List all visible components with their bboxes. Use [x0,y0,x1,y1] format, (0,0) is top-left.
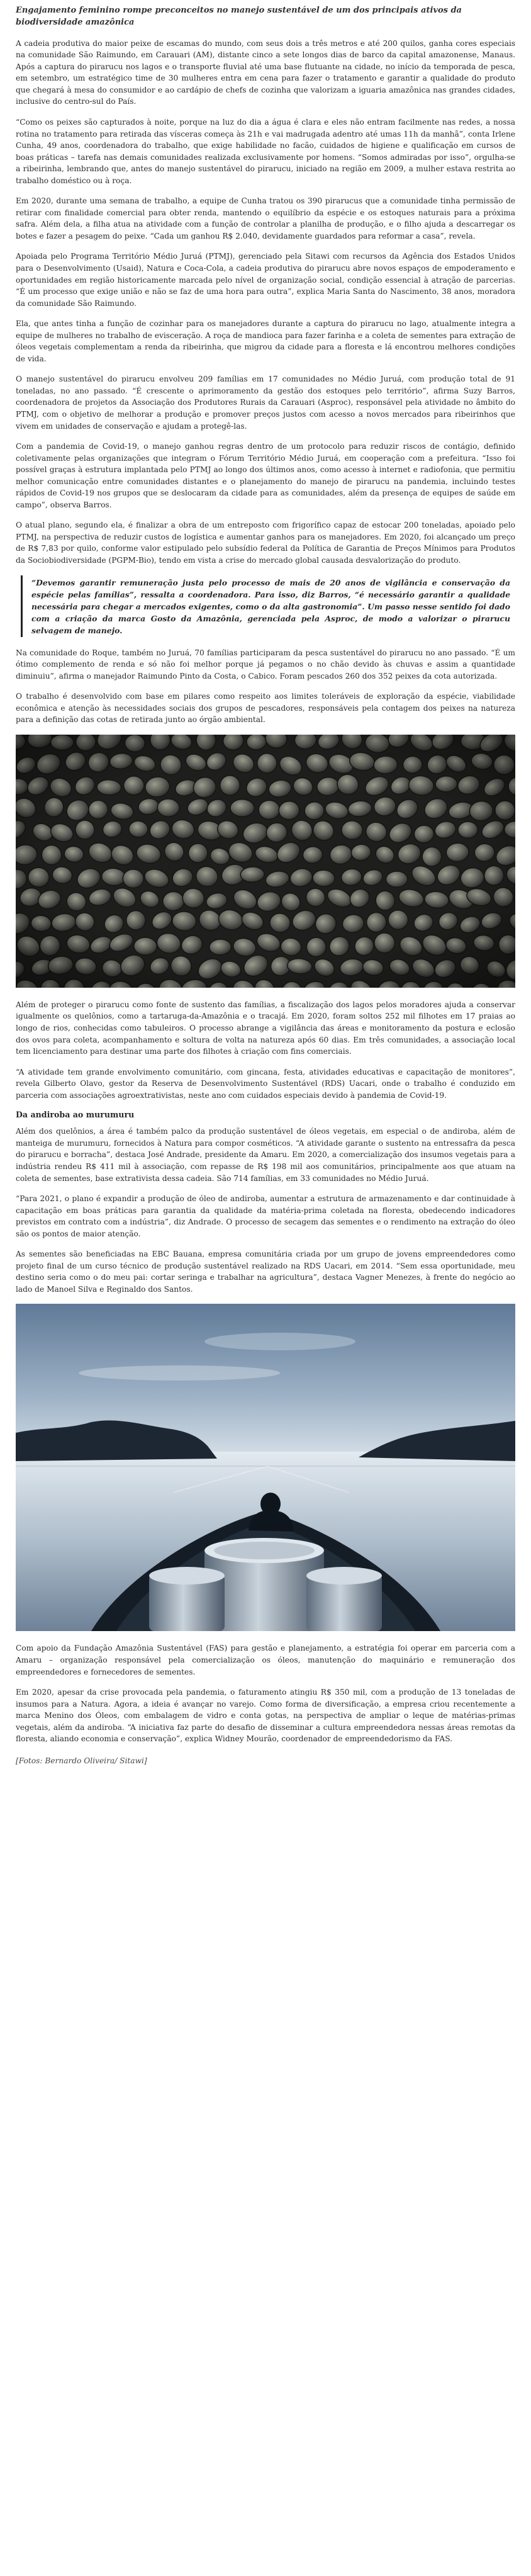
paragraph: O atual plano, segundo ela, é finalizar a obra de um entreposto com frigorífico capaz de estocar 200 toneladas, apoiado pelo PTMJ, na perspectiva de reduzir custos de logística e aumentar ganhos para os manejadores. Em 2020, foi alcançado um preço de R$ 7,83 por quilo, conforme valor estipulado pelo subsídio federal da Política de Garantia de Preços Mínimos para Produtos da Sociobiodiversidade (PGPM-Bio), tendo em vista a crise do mercado global causada desvalorização do produto. [16,521,515,565]
article-lead: Engajamento feminino rompe preconceitos no manejo sustentável de um dos principais ativos da biodiversidade amazônica [16,6,462,27]
paragraph: A cadeia produtiva do maior peixe de escamas do mundo, com seus dois a três metros e até 200 quilos, ganha cores especiais na comunidade São Raimundo, em Carauari (AM), distante cinco a sete longos dias de barco da capital amazonense, Manaus. Após a captura do pirarucu nos lagos e o transporte fluvial até uma base flutuante na cidade, no início da temporada de pesca, em setembro, um estratégico time de 30 mulheres entra em cena para fazer o tratamento e garantir a qualidade do produto que chegará à mesa do consumidor e ao cardápio de chefs de cozinha que valorizam a iguaria amazônica nas grandes cidades, inclusive do centro-sul do País. [16,38,515,106]
pull-quote: “Devemos garantir remuneração justa pelo processo de mais de 20 anos de vigilância e conservação da espécie pelas famílias”, ressalta a coordenadora. Para isso, diz Barros, “é necessário garantir a qualidade necessária para chegar a mercados exigentes, como o da alta gastronomia”. Um passo nesse sentido foi dado com a criação da marca Gosto da Amazônia, gerenciada pela Asproc, de modo a valorizar o pirarucu selvagem de manejo. [21,575,510,637]
paragraph: Em 2020, durante uma semana de trabalho, a equipe de Cunha tratou os 390 pirarucus que a comunidade tinha permissão de retirar com finalidade comercial para obter renda, mantendo o equilíbrio da espécie e os estoques naturais para a próxima safra. Além dela, a filha atua na atividade com a função de controlar a planilha de produção, e o filho ajuda a descarregar os botes e fazer a pesagem do peixe. “Cada um ganhou R$ 2.040, devidamente guardados para reformar a casa”, revela. [16,196,515,240]
paragraph: O trabalho é desenvolvido com base em pilares como respeito aos limites toleráveis de exploração da espécie, viabilidade econômica e atenção às necessidades sociais dos grupos de pescadores, responsáveis pela contagem dos peixes na natureza para a definição das cotas de retirada junto ao órgão ambiental. [16,692,515,725]
turtle-hatchlings-photo [16,735,515,988]
section-heading: Da andiroba ao murumuru [16,1110,135,1120]
river-boat-sunset-icon [16,1304,515,1631]
paragraph: Na comunidade do Roque, também no Juruá, 70 famílias participaram da pesca sustentável do pirarucu no ano passado. “É um ótimo complemento de renda e só não foi melhor porque já pegamos o no chão devido às chuvas e assim a quantidade diminuiu”, afirma o manejador Raimundo Pinto da Costa, o Cabico. Foram pescados 260 dos 352 peixes da cota autorizada. [16,648,515,681]
paragraph: Em 2020, apesar da crise provocada pela pandemia, o faturamento atingiu R$ 350 mil, com a produção de 13 toneladas de insumos para a Natura. Agora, a ideia é avançar no varejo. Como forma de diversificação, a empresa criou recentemente a marca Menino dos Óleos, com embalagem de vidro e conta gotas, na perspectiva de ampliar o leque de matérias-primas vegetais, além da andiroba. “A iniciativa faz parte do desafio de disseminar a cultura empreendedora nessas áreas remotas da floresta, aliando economia e conservação”, explica Widney Mourão, coordenador de empreendedorismo da FAS. [16,1688,515,1744]
paragraph: Com a pandemia de Covid-19, o manejo ganhou regras dentro de um protocolo para reduzir riscos de contágio, definido coletivamente pelas organizações que integram o Fórum Território Médio Juruá, em cooperação com a prefeitura. “Isso foi possível graças à estrutura implantada pelo PTMJ ao longo dos últimos anos, como acesso à internet e radiofonia, que permitiu melhor comunicação entre comunidades distantes e o planejamento do manejo de pirarucu na pandemia, incluindo testes rápidos de Covid-19 nos grupos que se deslocaram da cidade para as comunidades, além da presença de equipes de saúde em campo”, observa Barros. [16,442,515,509]
paragraph: O manejo sustentável do pirarucu envolveu 209 famílias em 17 comunidades no Médio Juruá, com produção total de 91 toneladas, no ano passado. “É crescente o aprimoramento da gestão dos estoques pelo território”, afirma Suzy Barros, coordenadora de projetos da Associação dos Produtores Rurais da Carauari (Asproc), responsável pela atividade no âmbito do PTMJ, com o objetivo de melhorar a produção e promover preços justos com acesso a novos mercados para ribeirinhos que vivem em unidades de conservação e ajudam a protegê-las. [16,375,515,431]
article [16,0,515,1775]
river-boat-photo [16,1304,515,1631]
paragraph: Ela, que antes tinha a função de cozinhar para os manejadores durante a captura do pirarucu no lago, atualmente integra a equipe de mulheres no trabalho de evisceração. A roça de mandioca para fazer farinha e a coleta de sementes para extração de óleos vegetais complementam a renda da ribeirinha, que migrou da cidade para a floresta e lá encontrou melhores condições de vida. [16,319,515,363]
photo-credit: [Fotos: Bernardo Oliveira/ Sitawi] [16,1756,147,1765]
paragraph: As sementes são beneficiadas na EBC Bauana, empresa comunitária criada por um grupo de jovens empreendedores como projeto final de um curso técnico de produção sustentável realizado na RDS Uacari, em 2014. “Sem essa oportunidade, meu destino seria como o do meu pai: cortar seringa e trabalhar na agricultura”, destaca Vagner Menezes, à frente do negócio ao lado de Manoel Silva e Reginaldo dos Santos. [16,1250,515,1294]
paragraph: “A atividade tem grande envolvimento comunitário, com gincana, festa, atividades educativas e capacitação de monitores”, revela Gilberto Olavo, gestor da Reserva de Desenvolvimento Sustentável (RDS) Uacari, onde o trabalho é conduzido em parceria com associações agroextrativistas, neste ano com cuidados especiais devido à pandemia de Covid-19. [16,1067,515,1100]
paragraph: Com apoio da Fundação Amazônia Sustentável (FAS) para gestão e planejamento, a estratégia foi operar em parceria com a Amaru – organização responsável pela comercialização os óleos, manutenção do maquinário e remuneração dos empreendedores e fornecedores de sementes. [16,1644,515,1676]
paragraph: “Como os peixes são capturados à noite, porque na luz do dia a água é clara e eles não entram facilmente nas redes, a nossa rotina no tratamento para retirada das vísceras começa às 21h e vai madrugada adentro até umas 11h da manhã”, conta Irlene Cunha, 49 anos, coordenadora do trabalho, que exige habilidade no facão, cuidados de higiene e qualificação em cursos de boas práticas – tarefa nas demais comunidades realizada exclusivamente por homens. “Somos admiradas por isso”, orgulha-se a ribeirinha, lembrando que, antes do manejo sustentável do pirarucu, iniciado na região em 2009, a mulher estava restrita ao trabalho doméstico ou à roça. [16,117,515,185]
paragraph: Além de proteger o pirarucu como fonte de sustento das famílias, a fiscalização dos lagos pelos moradores ajuda a conservar igualmente os quelônios, como a tartaruga-da-Amazônia e o tracajá. Em 2020, foram soltos 252 mil filhotes em 17 praias ao longo de rios, conhecidas como tabuleiros. O processo abrange a vigilância das áreas e monitoramento da postura e eclosão dos ovos para coleta, acompanhamento e soltura de volta na natureza após 60 dias. Em três comunidades, a associação local tem licenciamento para destinar uma parte dos filhotes à criação com fins comerciais. [16,1000,515,1056]
paragraph: “Para 2021, o plano é expandir a produção de óleo de andiroba, aumentar a estrutura de armazenamento e dar continuidade à capacitação em boas práticas para garantia da qualidade da matéria-prima coletada na floresta, obedecendo indicadores previstos em contrato com a indústria”, diz Andrade. O processo de secagem das sementes e o rendimento na extração do óleo são os pontos de maior atenção. [16,1194,515,1238]
paragraph: Apoiada pelo Programa Território Médio Juruá (PTMJ), gerenciado pela Sitawi com recursos da Agência dos Estados Unidos para o Desenvolvimento (Usaid), Natura e Coca-Cola, a cadeia produtiva do pirarucu abre novos espaços de empoderamento e oportunidades em região historicamente marcada pelo nível de organização social, condição essencial à atração de parcerias. “É um processo que exige união e não se faz de uma hora para outra”, explica Maria Santa do Nascimento, 38 anos, moradora da comunidade São Raimundo. [16,252,515,308]
turtle-hatchlings-icon [16,735,515,988]
paragraph: Além dos quelônios, a área é também palco da produção sustentável de óleos vegetais, em especial o de andiroba, além de manteiga de murumuru, fornecidos à Natura para compor cosméticos. “A atividade garante o sustento na entressafra da pesca do pirarucu e borracha”, destaca José Andrade, presidente da Amaru. Em 2020, a comercialização dos insumos vegetais para a indústria rendeu R$ 411 mil à associação, com repasse de R$ 198 mil aos comunitários, principalmente aos que atuam na coleta de sementes, base extrativista dessa cadeia. São 714 famílias, em 33 comunidades no Médio Juruá. [16,1127,515,1183]
